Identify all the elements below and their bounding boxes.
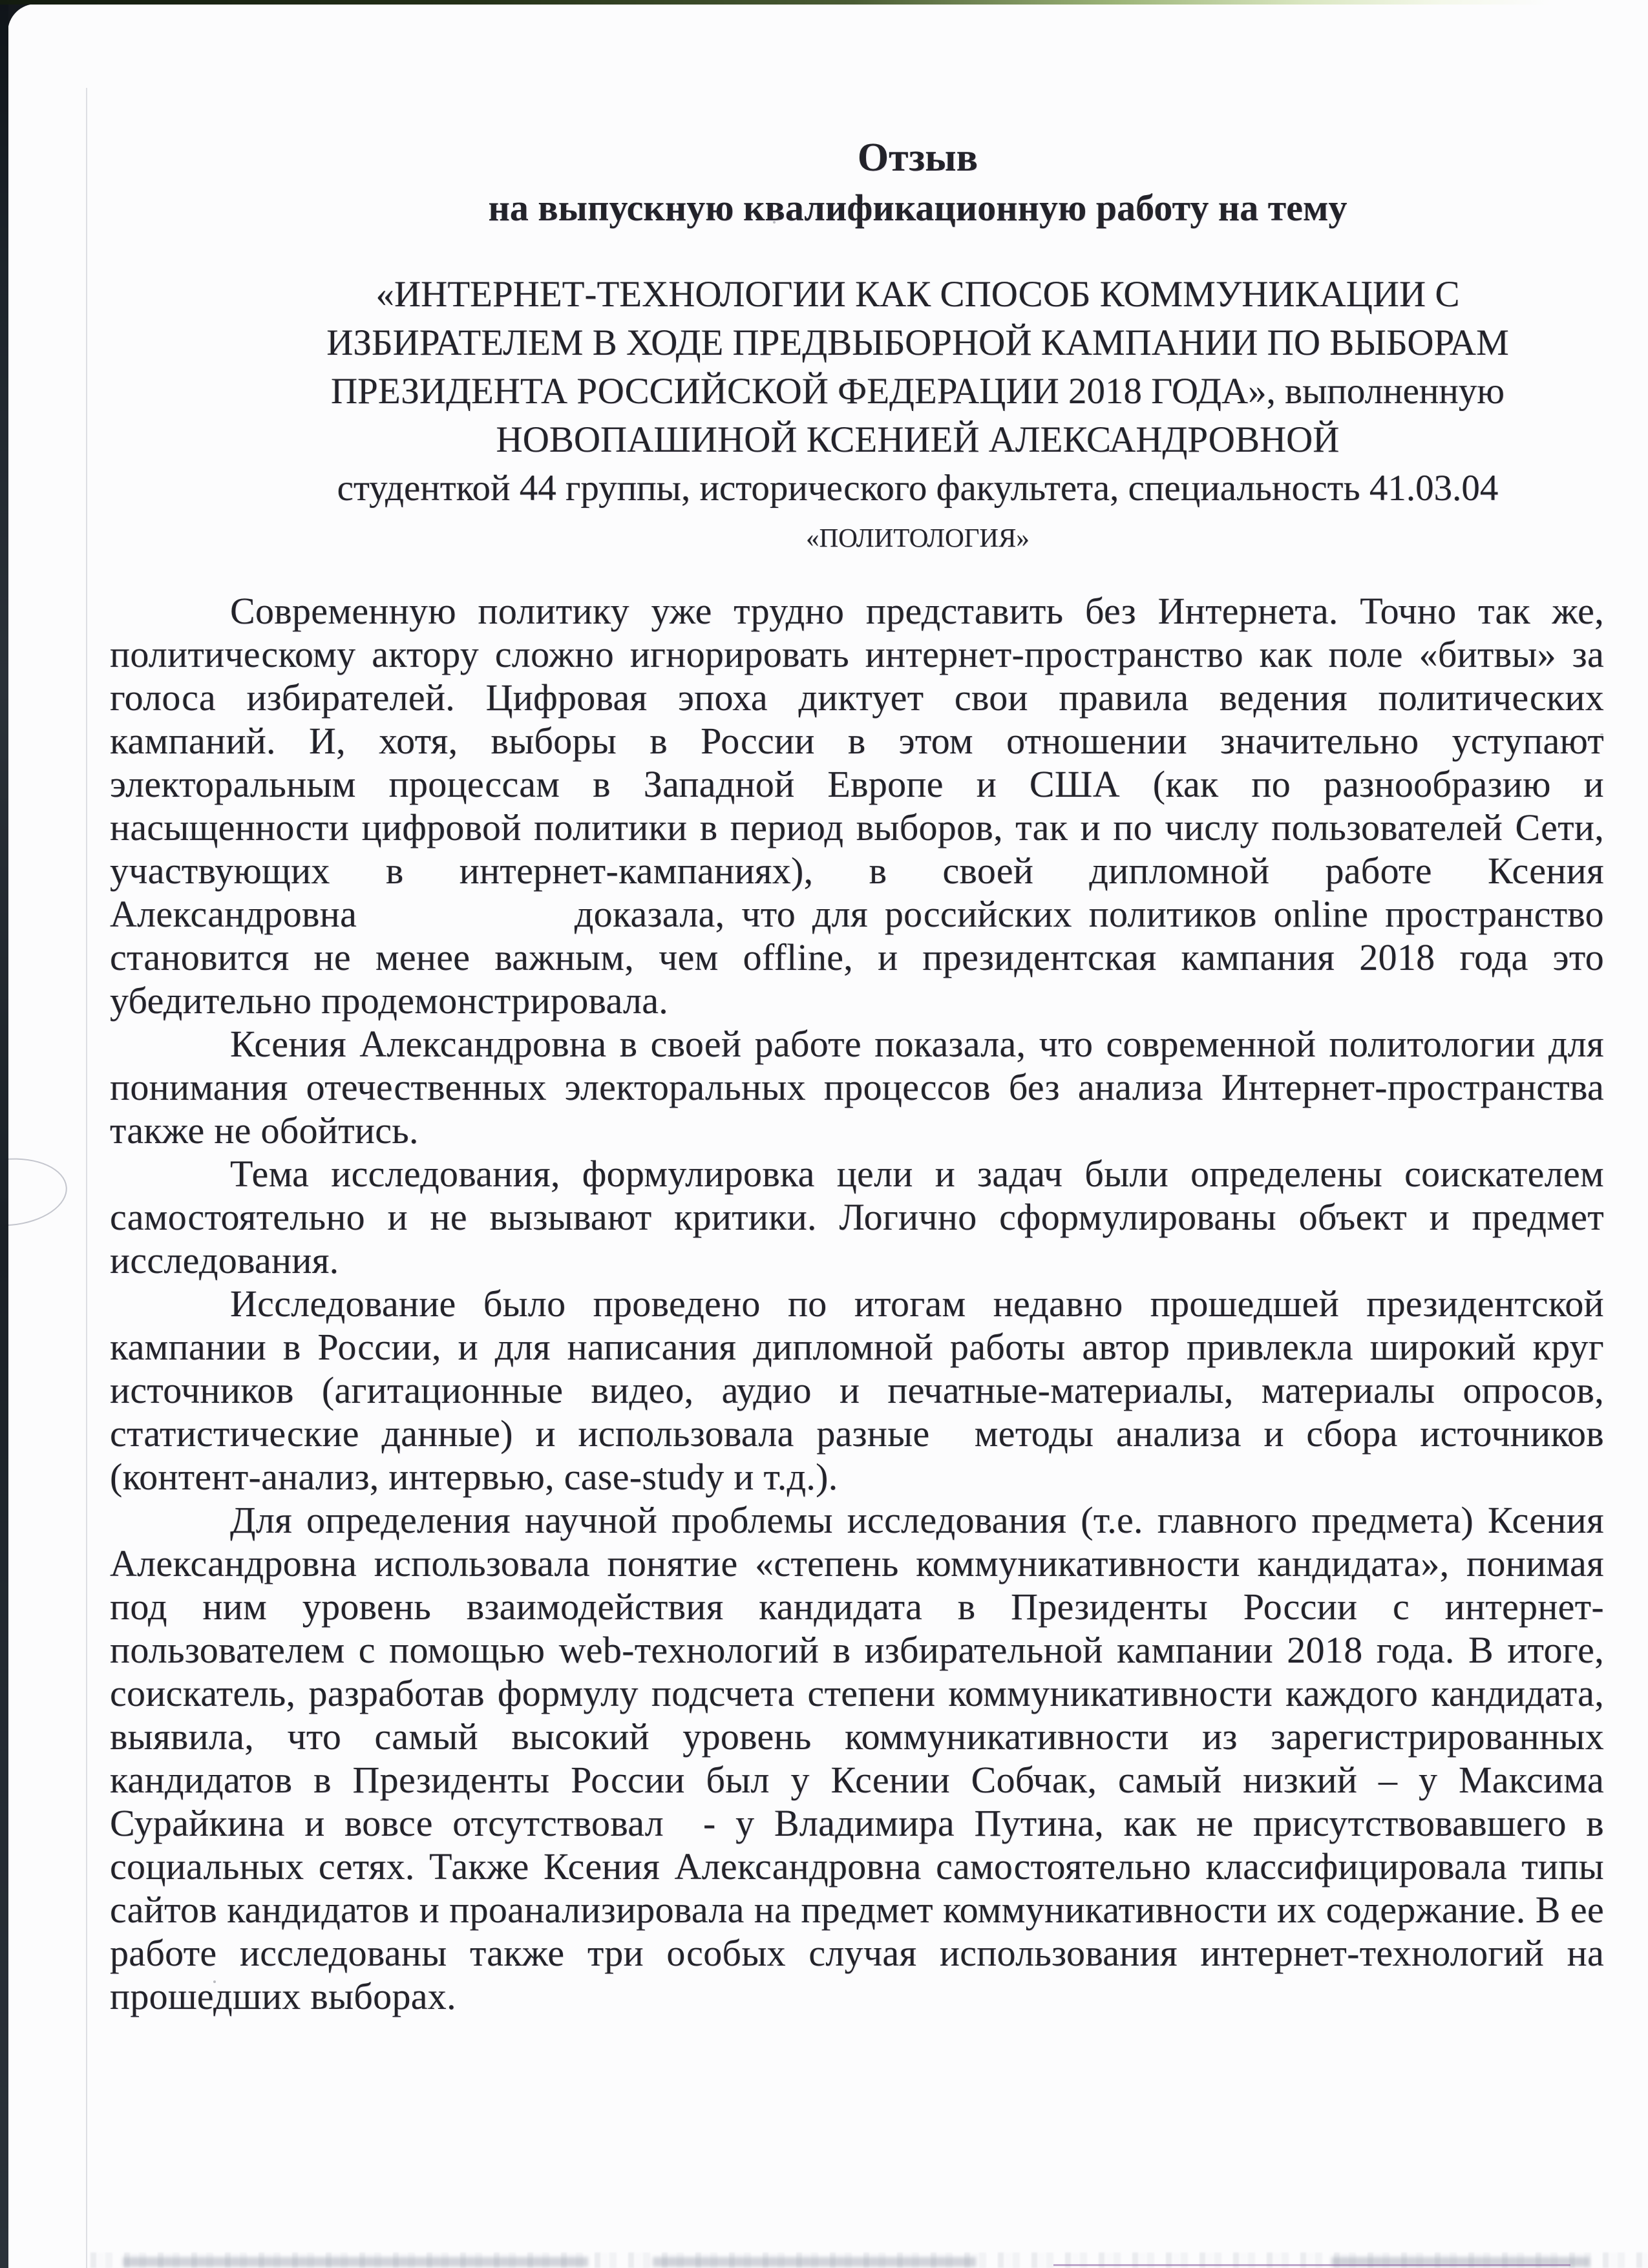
thesis-title-line: ИЗБИРАТЕЛЕМ В ХОДЕ ПРЕДВЫБОРНОЙ КАМПАНИИ ПО ВЫБОРАМ [326,322,1509,363]
paragraph: Исследование было проведено по итогам недавно прошедшей президентской кампании в России, и для написания дипломной работы автор привлекла широкий круг источников (агитационные видео, аудио и печатные-материалы, материалы опросов, статистические данные) и использовала разные методы анализа и сбора источников (контент-анализ, интервью, case-study и т.д.). [110,1283,1604,1498]
paragraph: Ксения Александровна в своей работе показала, что современной политологии для понимания отечественных электоральных процессов без анализа Интернет-пространства также не обойтись. [110,1023,1604,1151]
thesis-title-line: НОВОПАШИНОЙ КСЕНИЕЙ АЛЕКСАНДРОВНОЙ [496,419,1340,460]
scan-top-edge-band [0,0,1551,5]
paragraph: Для определения научной проблемы исследования (т.е. главного предмета) Ксения Александровна использовала понятие «степень коммуникативности кандидата», понимая под ним уровень взаимодействия кандидата в Президенты России с интернет-пользователем с помощью web-технологий в избирательной кампании 2018 года. В итоге, соискатель, разработав формулу подсчета степени коммуникативности каждого кандидата, выявила, что самый высокий уровень коммуникативности из зарегистрированных кандидатов в Президенты России был у Ксении Собчак, самый низкий – у Максима Сурайкина и вовсе отсутствовал - у Владимира Путина, как не присутствовавшего в социальных сетях. Также Ксения Александровна самостоятельно классифицировала типы сайтов кандидатов и проанализировала на предмет коммуникативности их содержание. В ее работе исследованы также три особых случая использования интернет-технологий на прошедших выборах. [110,1499,1604,2017]
paragraph: Современную политику уже трудно представить без Интернета. Точно так же, политическому актору сложно игнорировать интернет-пространство как поле «битвы» за голоса избирателей. Цифровая эпоха диктует свои правила ведения политических кампаний. И, хотя, выборы в России в этом отношении значительно уступают электоральным процессам в Западной Европе и США (как по разнообразию и насыщенности цифровой политики в период выборов, так и по числу пользователей Сети, участвующих в интернет-кампаниях), в своей дипломной работе Ксения Александровна доказала, что для российских политиков online пространство становится не менее важным, чем offline, и президентская кампания 2018 года это убедительно продемонстрировала. [110,590,1604,1022]
scan-smudge [653,2257,976,2267]
document-body [110,589,1604,2018]
thesis-title [233,270,1603,563]
scan-left-edge-band [0,0,8,2268]
page-rounded-corner [8,4,92,88]
review-subtitle: на выпускную квалификационную работу на тему [488,187,1347,229]
scan-bottom-line [1053,2264,1570,2266]
thesis-title-line: «ИНТЕРНЕТ-ТЕХНОЛОГИИ КАК СПОСОБ КОММУНИКАЦИИ С [375,274,1460,315]
specialty-quote: «ПОЛИТОЛОГИЯ» [806,523,1030,552]
scan-ellipse-artifact [0,1153,70,1230]
paragraph: Тема исследования, формулировка цели и задач были определены соискателем самостоятельно и не вызывают критики. Логично сформулированы объект и предмет исследования. [110,1153,1604,1281]
paper-fold-line [86,0,87,2268]
document-header [233,132,1603,563]
scan-smudge [123,2257,588,2267]
thesis-title-line: ПРЕЗИДЕНТА РОССИЙСКОЙ ФЕДЕРАЦИИ 2018 ГОДА», выполненную [331,371,1505,412]
student-info-line: студенткой 44 группы, исторического факультета, специальность 41.03.04 [337,468,1499,509]
review-title: Отзыв [857,136,978,180]
